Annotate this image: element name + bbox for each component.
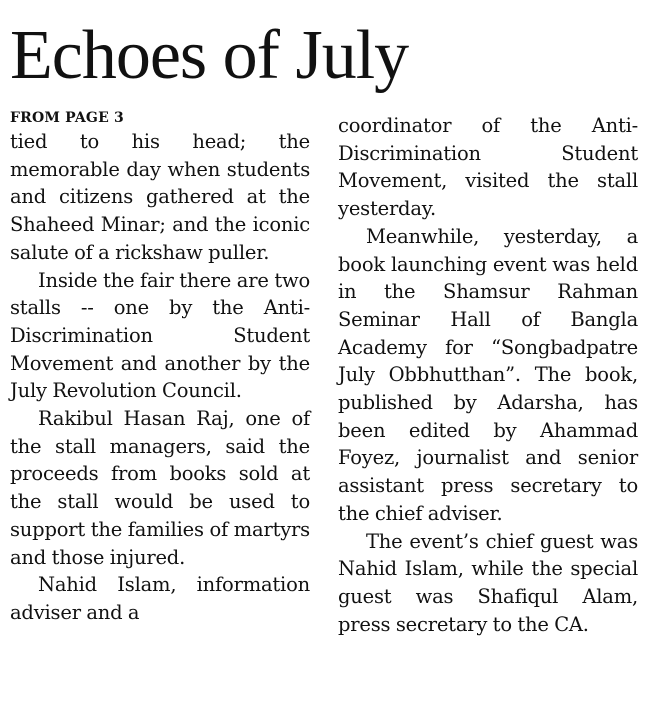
paragraph: tied to his head; the memorable day when students and citizens gathered at the Shaheed Minar; and the iconic salute of a rickshaw puller. (10, 130, 310, 264)
paragraph: Meanwhile, yesterday, a book launching event was held in the Shamsur Rahman Seminar Hall of Bangla Academy for “Songbadpatre July Obbhutthan”. The book, published by Adarsha, has been edited by Ahammad Foyez, journalist and senior assistant press secretary to the chief adviser. (338, 224, 638, 525)
paragraph: Rakibul Hasan Raj, one of the stall managers, said the proceeds from books sold at the stall would be used to support the families of martyrs and those injured. (10, 407, 310, 569)
article-column-left (10, 108, 310, 627)
paragraph: Inside the fair there are two stalls -- one by the Anti-Discrimination Student Movement and another by the July Revolution Council. (10, 268, 310, 403)
headline: Echoes of July (10, 17, 409, 94)
continued-from-label: FROM PAGE 3 (10, 110, 124, 126)
paragraph: coordinator of the Anti-Discrimination Student Movement, visited the stall yesterday. (338, 114, 638, 221)
paragraph: Nahid Islam, information adviser and a (10, 573, 310, 624)
article-column-right (338, 112, 638, 638)
paragraph: The event’s chief guest was Nahid Islam, while the special guest was Shafiqul Alam, press secretary to the CA. (338, 529, 638, 636)
